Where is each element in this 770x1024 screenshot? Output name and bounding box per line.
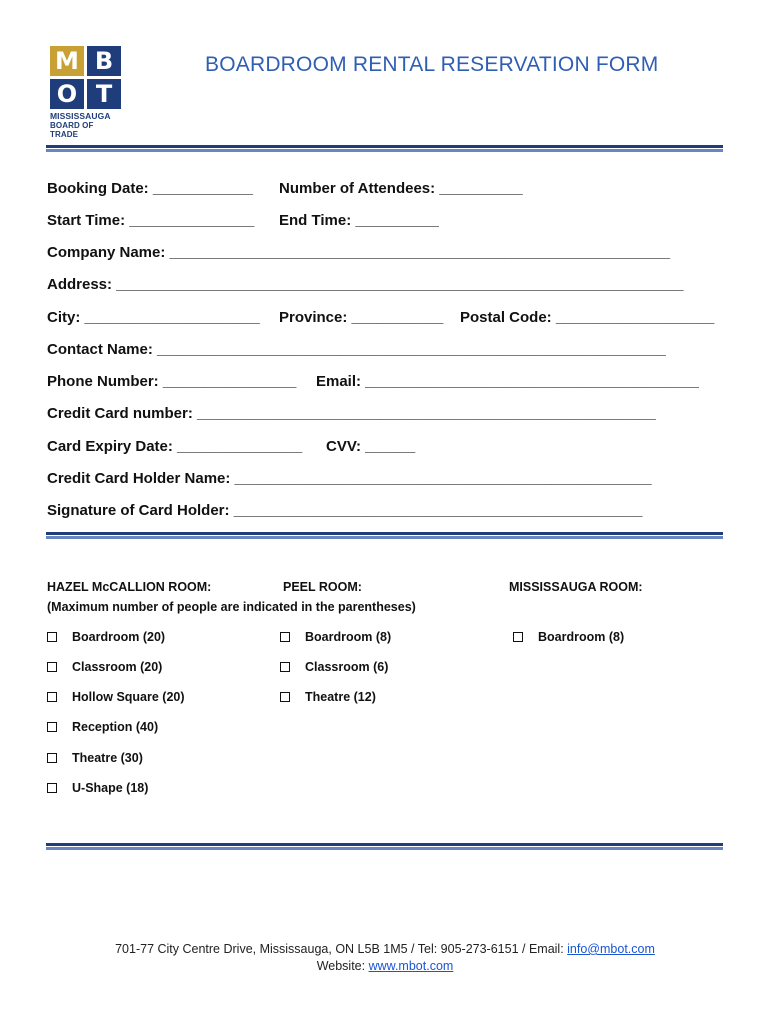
option-label: Boardroom (8)	[538, 630, 625, 644]
footer	[0, 941, 770, 975]
option-hazel-hollow-square[interactable]	[47, 690, 185, 704]
option-label: Hollow Square (20)	[72, 690, 185, 704]
footer-contact-line	[0, 941, 770, 958]
credit-card-field[interactable]: Credit Card number: _______________________________________________________	[47, 405, 656, 422]
booking-date-field[interactable]: Booking Date: ____________	[47, 180, 253, 197]
footer-website-label: Website:	[316, 959, 369, 973]
option-hazel-theatre[interactable]	[47, 751, 143, 765]
postal-code-field[interactable]: Postal Code: ___________________	[460, 309, 715, 326]
option-mississauga-boardroom[interactable]	[513, 630, 624, 644]
option-label: Theatre (30)	[72, 751, 143, 765]
logo-caption-line2: BOARD OF TRADE	[50, 121, 94, 139]
footer-email-link[interactable]: info@mbot.com	[567, 942, 655, 956]
checkbox-icon[interactable]	[280, 632, 290, 642]
mbot-logo	[50, 46, 122, 139]
logo-caption-line1: MISSISSAUGA	[50, 111, 111, 121]
option-hazel-boardroom[interactable]	[47, 630, 165, 644]
checkbox-icon[interactable]	[280, 662, 290, 672]
address-field[interactable]: Address: ____________________________________________________________________	[47, 276, 684, 293]
footer-website-line	[0, 958, 770, 975]
peel-room-heading: PEEL ROOM:	[283, 580, 362, 594]
option-hazel-classroom[interactable]	[47, 660, 162, 674]
start-time-field[interactable]: Start Time: _______________	[47, 212, 255, 229]
holder-name-field[interactable]: Credit Card Holder Name: __________________________________________________	[47, 470, 652, 487]
checkbox-icon[interactable]	[47, 692, 57, 702]
form-title: BOARDROOM RENTAL RESERVATION FORM	[205, 53, 659, 76]
mississauga-room-heading: MISSISSAUGA ROOM:	[509, 580, 643, 594]
option-label: Reception (40)	[72, 720, 159, 734]
option-hazel-u-shape[interactable]	[47, 781, 148, 795]
checkbox-icon[interactable]	[47, 632, 57, 642]
cvv-field[interactable]: CVV: ______	[326, 438, 416, 455]
option-label: Theatre (12)	[305, 690, 376, 704]
logo-grid	[50, 46, 122, 109]
logo-caption	[50, 112, 122, 139]
option-label: Classroom (6)	[305, 660, 389, 674]
logo-letter-t: T	[87, 79, 121, 109]
footer-address: 701-77 City Centre Drive, Mississauga, ON L5B 1M5 / Tel: 905-273-6151 / Email:	[115, 942, 568, 956]
option-label: Boardroom (8)	[305, 630, 392, 644]
checkbox-icon[interactable]	[47, 662, 57, 672]
footer-website-link[interactable]: www.mbot.com	[368, 959, 454, 973]
divider-top	[46, 145, 723, 152]
option-peel-boardroom[interactable]	[280, 630, 391, 644]
option-peel-theatre[interactable]	[280, 690, 376, 704]
company-name-field[interactable]: Company Name: ____________________________________________________________	[47, 244, 671, 261]
province-field[interactable]: Province: ___________	[279, 309, 444, 326]
expiry-field[interactable]: Card Expiry Date: _______________	[47, 438, 303, 455]
logo-letter-m: M	[50, 46, 84, 76]
option-label: Boardroom (20)	[72, 630, 166, 644]
city-field[interactable]: City: _____________________	[47, 309, 260, 326]
logo-letter-b: B	[87, 46, 121, 76]
contact-name-field[interactable]: Contact Name: _____________________________________________________________	[47, 341, 666, 358]
checkbox-icon[interactable]	[280, 692, 290, 702]
option-hazel-reception[interactable]	[47, 720, 158, 734]
capacity-note: (Maximum number of people are indicated in the parentheses)	[47, 600, 416, 614]
checkbox-icon[interactable]	[47, 722, 57, 732]
checkbox-icon[interactable]	[47, 783, 57, 793]
attendees-field[interactable]: Number of Attendees: __________	[279, 180, 523, 197]
option-label: Classroom (20)	[72, 660, 163, 674]
end-time-field[interactable]: End Time: __________	[279, 212, 439, 229]
divider-bottom	[46, 843, 723, 850]
option-label: U-Shape (18)	[72, 781, 149, 795]
email-field[interactable]: Email: ________________________________________	[316, 373, 699, 390]
checkbox-icon[interactable]	[47, 753, 57, 763]
phone-field[interactable]: Phone Number: ________________	[47, 373, 297, 390]
signature-field[interactable]: Signature of Card Holder: _________________________________________________	[47, 502, 643, 519]
hazel-room-heading: HAZEL McCALLION ROOM:	[47, 580, 212, 594]
checkbox-icon[interactable]	[513, 632, 523, 642]
option-peel-classroom[interactable]	[280, 660, 388, 674]
divider-middle	[46, 532, 723, 539]
logo-letter-o: O	[50, 79, 84, 109]
